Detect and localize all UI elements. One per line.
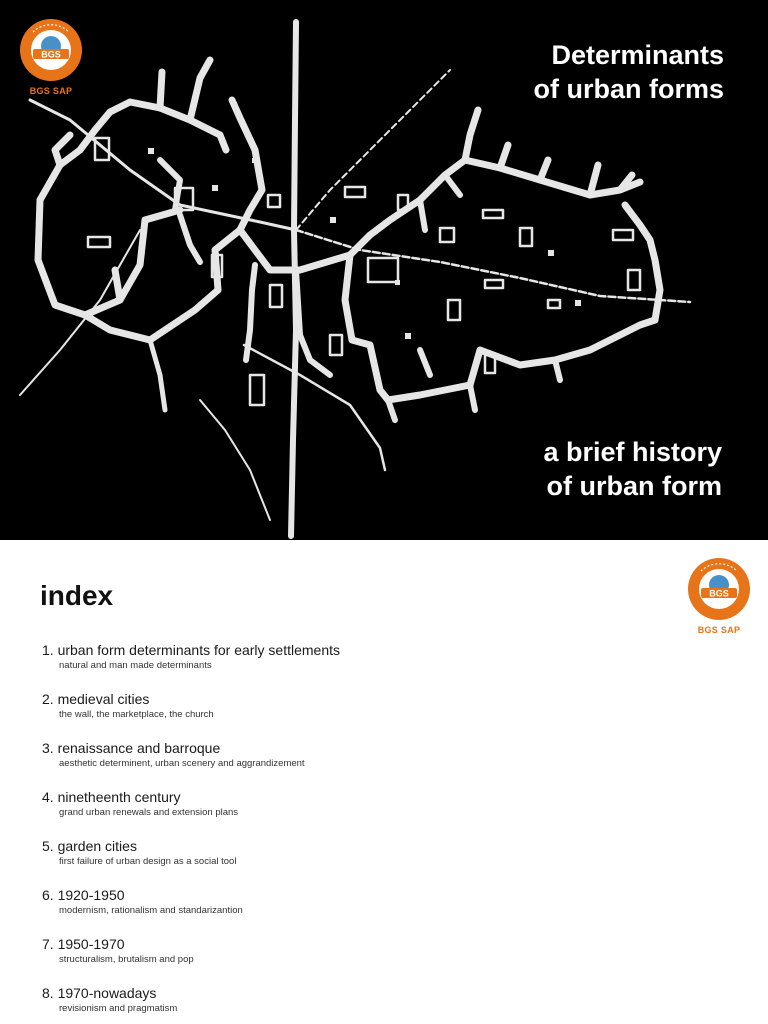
title-line-1: Determinants — [551, 40, 724, 70]
svg-text:BGS: BGS — [41, 49, 61, 60]
list-item — [42, 936, 542, 985]
index-item-subtitle: grand urban renewals and extension plans — [59, 807, 239, 818]
logo-caption: BGS SAP — [697, 625, 741, 635]
bgs-logo-emblem-icon — [19, 18, 83, 82]
index-item-subtitle: natural and man made determinants — [59, 660, 212, 671]
list-item — [42, 740, 542, 789]
title-line-2: of urban forms — [533, 74, 724, 104]
index-item-subtitle: first failure of urban design as a social tool — [59, 856, 237, 867]
index-item-title: 4. ninetheenth century — [42, 789, 181, 805]
list-item — [42, 789, 542, 838]
index-slide — [0, 540, 768, 1024]
index-list — [42, 642, 542, 1024]
index-item-subtitle: revisionism and pragmatism — [59, 1003, 178, 1014]
bgs-logo-secondary — [686, 557, 752, 635]
index-item-title: 2. medieval cities — [42, 691, 150, 707]
list-item — [42, 642, 542, 691]
index-item-subtitle: modernism, rationalism and standarizantion — [59, 905, 243, 916]
list-item — [42, 838, 542, 887]
index-item-subtitle: the wall, the marketplace, the church — [59, 709, 214, 720]
slide-title — [533, 38, 724, 106]
index-item-subtitle: structuralism, brutalism and pop — [59, 954, 194, 965]
index-heading: index — [40, 580, 114, 611]
slide-subtitle — [543, 435, 722, 503]
list-item — [42, 887, 542, 936]
svg-text:BGS: BGS — [709, 588, 729, 599]
index-item-title: 8. 1970-nowadays — [42, 985, 157, 1001]
bgs-logo — [18, 18, 84, 96]
list-item — [42, 691, 542, 740]
subtitle-line-1: a brief history — [543, 437, 722, 467]
index-item-title: 7. 1950-1970 — [42, 936, 125, 952]
bgs-logo-emblem-icon — [687, 557, 751, 621]
index-item-subtitle: aesthetic determinent, urban scenery and aggrandizement — [59, 758, 305, 769]
subtitle-line-2: of urban form — [546, 471, 722, 501]
index-item-title: 3. renaissance and barroque — [42, 740, 221, 756]
list-item — [42, 985, 542, 1024]
logo-caption: BGS SAP — [29, 86, 73, 96]
index-item-title: 5. garden cities — [42, 838, 137, 854]
index-item-title: 1. urban form determinants for early settlements — [42, 642, 341, 658]
index-item-title: 6. 1920-1950 — [42, 887, 125, 903]
